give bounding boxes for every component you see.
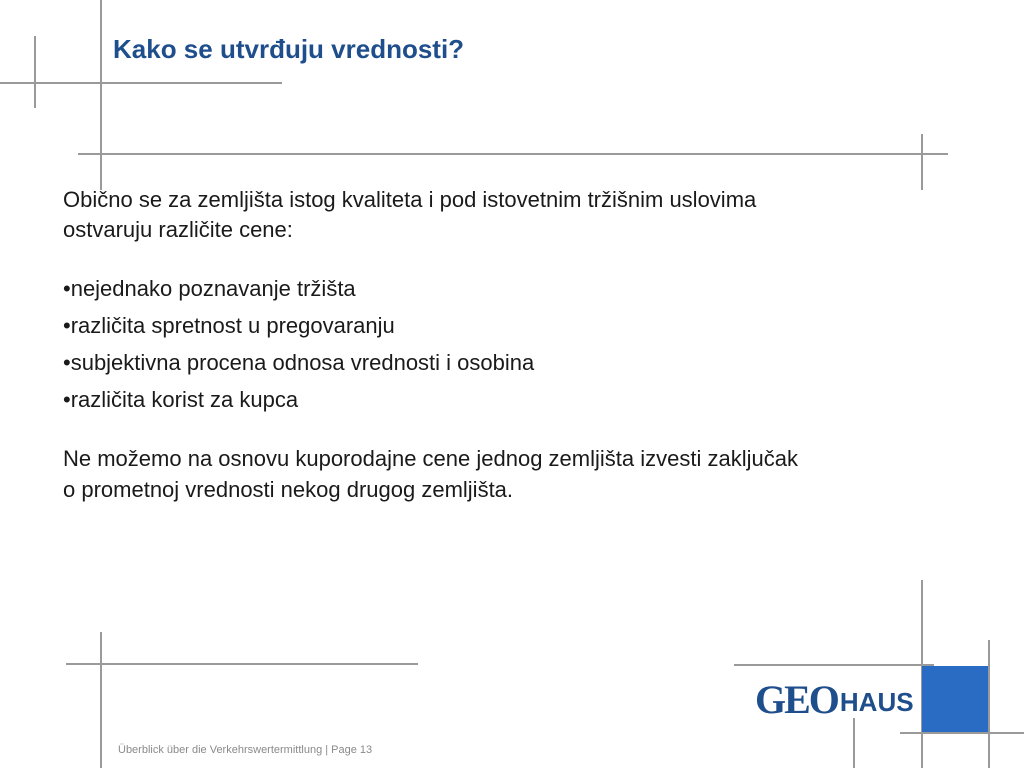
guide-line-bottom-left-horizontal [66, 663, 418, 665]
intro-line-1: Obično se za zemljišta istog kvaliteta i pod istovetnim tržišnim uslovima [63, 187, 757, 212]
intro-line-2: ostvaruju različite cene: [63, 217, 293, 242]
logo-haus-text: HAUS [839, 687, 914, 717]
guide-line-top-left-horizontal [0, 82, 282, 84]
list-item: •različita korist za kupca [63, 387, 299, 412]
intro-paragraph [63, 185, 963, 245]
list-item: •različita spretnost u pregovaranju [63, 313, 395, 338]
geohaus-logo [755, 677, 915, 722]
conclusion-line-2: o prometnoj vrednosti nekog drugog zemljišta. [63, 477, 514, 502]
guide-line-bottom-right-horizontal [734, 664, 934, 666]
guide-line-top-right-vertical [921, 134, 923, 190]
brand-square [922, 666, 988, 732]
guide-line-top-horizontal [78, 153, 948, 155]
guide-line-top-left-vertical-2 [100, 0, 102, 190]
guide-line-bottom-right-vertical-2 [988, 640, 990, 768]
reasons-list [63, 270, 963, 418]
slide-body [63, 185, 963, 505]
footer-text: Überblick über die Verkehrswertermittlung | Page 13 [118, 744, 373, 756]
guide-line-top-left-vertical-1 [34, 36, 36, 108]
list-item: •subjektivna procena odnosa vrednosti i osobina [63, 350, 535, 375]
conclusion-paragraph [63, 443, 963, 505]
conclusion-line-1: Ne možemo na osnovu kuporodajne cene jednog zemljišta izvesti zaključak [63, 446, 798, 471]
logo-geo-text: GEO [755, 677, 838, 722]
guide-line-bottom-left-vertical [100, 632, 102, 768]
guide-line-bottom-right-vertical-3 [853, 718, 855, 768]
slide-title: Kako se utvrđuju vrednosti? [113, 34, 465, 64]
guide-line-bottom-right-horizontal-2 [900, 732, 1024, 734]
list-item: •nejednako poznavanje tržišta [63, 276, 356, 301]
